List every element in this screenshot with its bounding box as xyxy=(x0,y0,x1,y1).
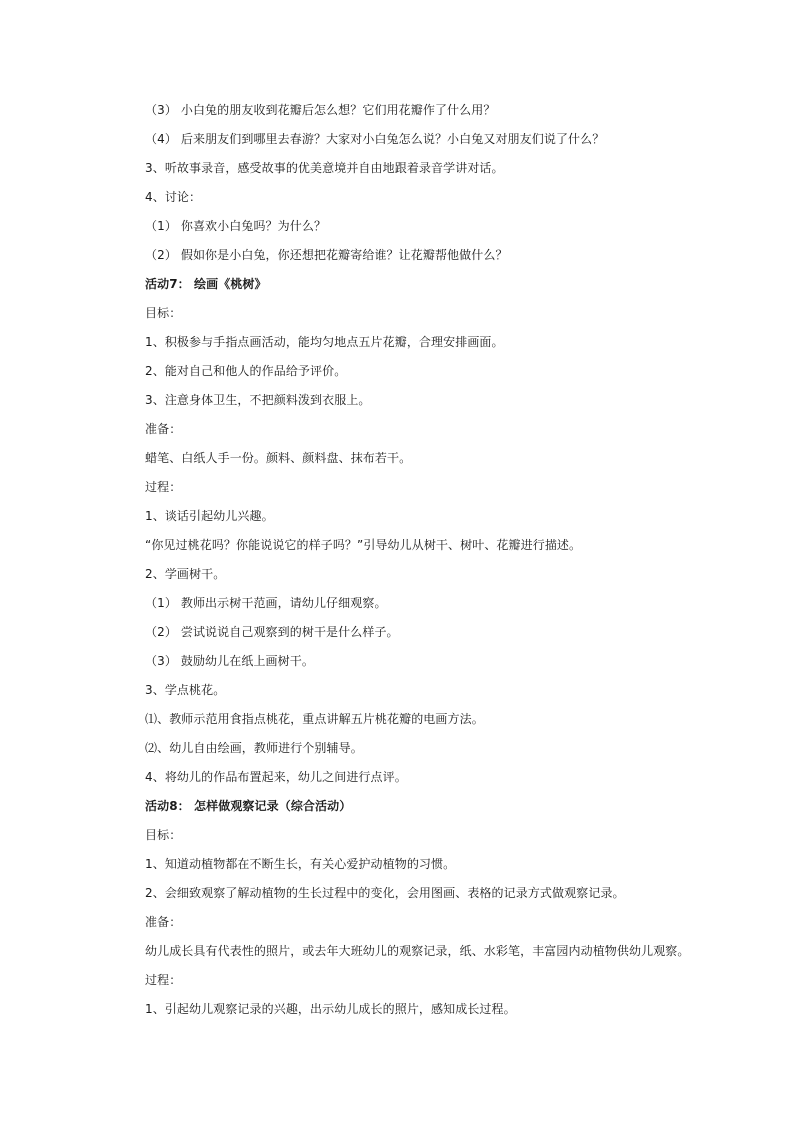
text-line: 1、积极参与手指点画活动，能均匀地点五片花瓣，合理安排画面。 xyxy=(145,335,504,349)
text-line: 3、注意身体卫生，不把颜料泼到衣服上。 xyxy=(145,393,371,407)
text-line: 2、学画树干。 xyxy=(145,567,226,581)
text-line: ⑵、幼儿自由绘画，教师进行个别辅导。 xyxy=(145,741,363,755)
text-line: 过程： xyxy=(145,480,182,494)
text-line: 3、学点桃花。 xyxy=(145,683,226,697)
text-line: 1、引起幼儿观察记录的兴趣，出示幼儿成长的照片，感知成长过程。 xyxy=(145,1002,516,1016)
text-line: 过程： xyxy=(145,973,182,987)
text-line: 准备： xyxy=(145,422,182,436)
text-line: （3） 小白兔的朋友收到花瓣后怎么想？它们用花瓣作了什么用？ xyxy=(145,103,496,117)
text-line: 1、谈话引起幼儿兴趣。 xyxy=(145,509,274,523)
text-line: 2、会细致观察了解动植物的生长过程中的变化，会用图画、表格的记录方式做观察记录。 xyxy=(145,886,625,900)
text-line: “你见过桃花吗？你能说说它的样子吗？”引导幼儿从树干、树叶、花瓣进行描述。 xyxy=(145,538,582,552)
text-line: （1） 你喜欢小白兔吗？为什么？ xyxy=(145,219,327,233)
text-line: （4） 后来朋友们到哪里去春游？大家对小白兔怎么说？小白兔又对朋友们说了什么？ xyxy=(145,132,605,146)
section-heading: 活动7： 绘画《桃树》 xyxy=(145,277,267,291)
text-line: 蜡笔、白纸人手一份。颜料、颜料盘、抹布若干。 xyxy=(145,451,412,465)
text-line: 准备： xyxy=(145,915,182,929)
document-body xyxy=(145,100,705,1028)
text-line: 2、能对自己和他人的作品给予评价。 xyxy=(145,364,347,378)
text-line: 4、将幼儿的作品布置起来，幼儿之间进行点评。 xyxy=(145,770,407,784)
text-line: 目标： xyxy=(145,828,182,842)
text-line: 4、讨论： xyxy=(145,190,202,204)
section-heading: 活动8： 怎样做观察记录（综合活动） xyxy=(145,799,352,813)
text-line: 幼儿成长具有代表性的照片，或去年大班幼儿的观察记录，纸、水彩笔，丰富园内动植物供幼儿观察。 xyxy=(145,944,690,958)
text-line: 目标： xyxy=(145,306,182,320)
text-line: （2） 假如你是小白兔，你还想把花瓣寄给谁？让花瓣帮他做什么？ xyxy=(145,248,508,262)
text-line: ⑴、教师示范用食指点桃花，重点讲解五片桃花瓣的电画方法。 xyxy=(145,712,484,726)
text-line: （1） 教师出示树干范画，请幼儿仔细观察。 xyxy=(145,596,387,610)
text-line: （2） 尝试说说自己观察到的树干是什么样子。 xyxy=(145,625,399,639)
text-line: 1、知道动植物都在不断生长，有关心爱护动植物的习惯。 xyxy=(145,857,456,871)
text-line: （3） 鼓励幼儿在纸上画树干。 xyxy=(145,654,314,668)
text-line: 3、听故事录音，感受故事的优美意境并自由地跟着录音学讲对话。 xyxy=(145,161,504,175)
